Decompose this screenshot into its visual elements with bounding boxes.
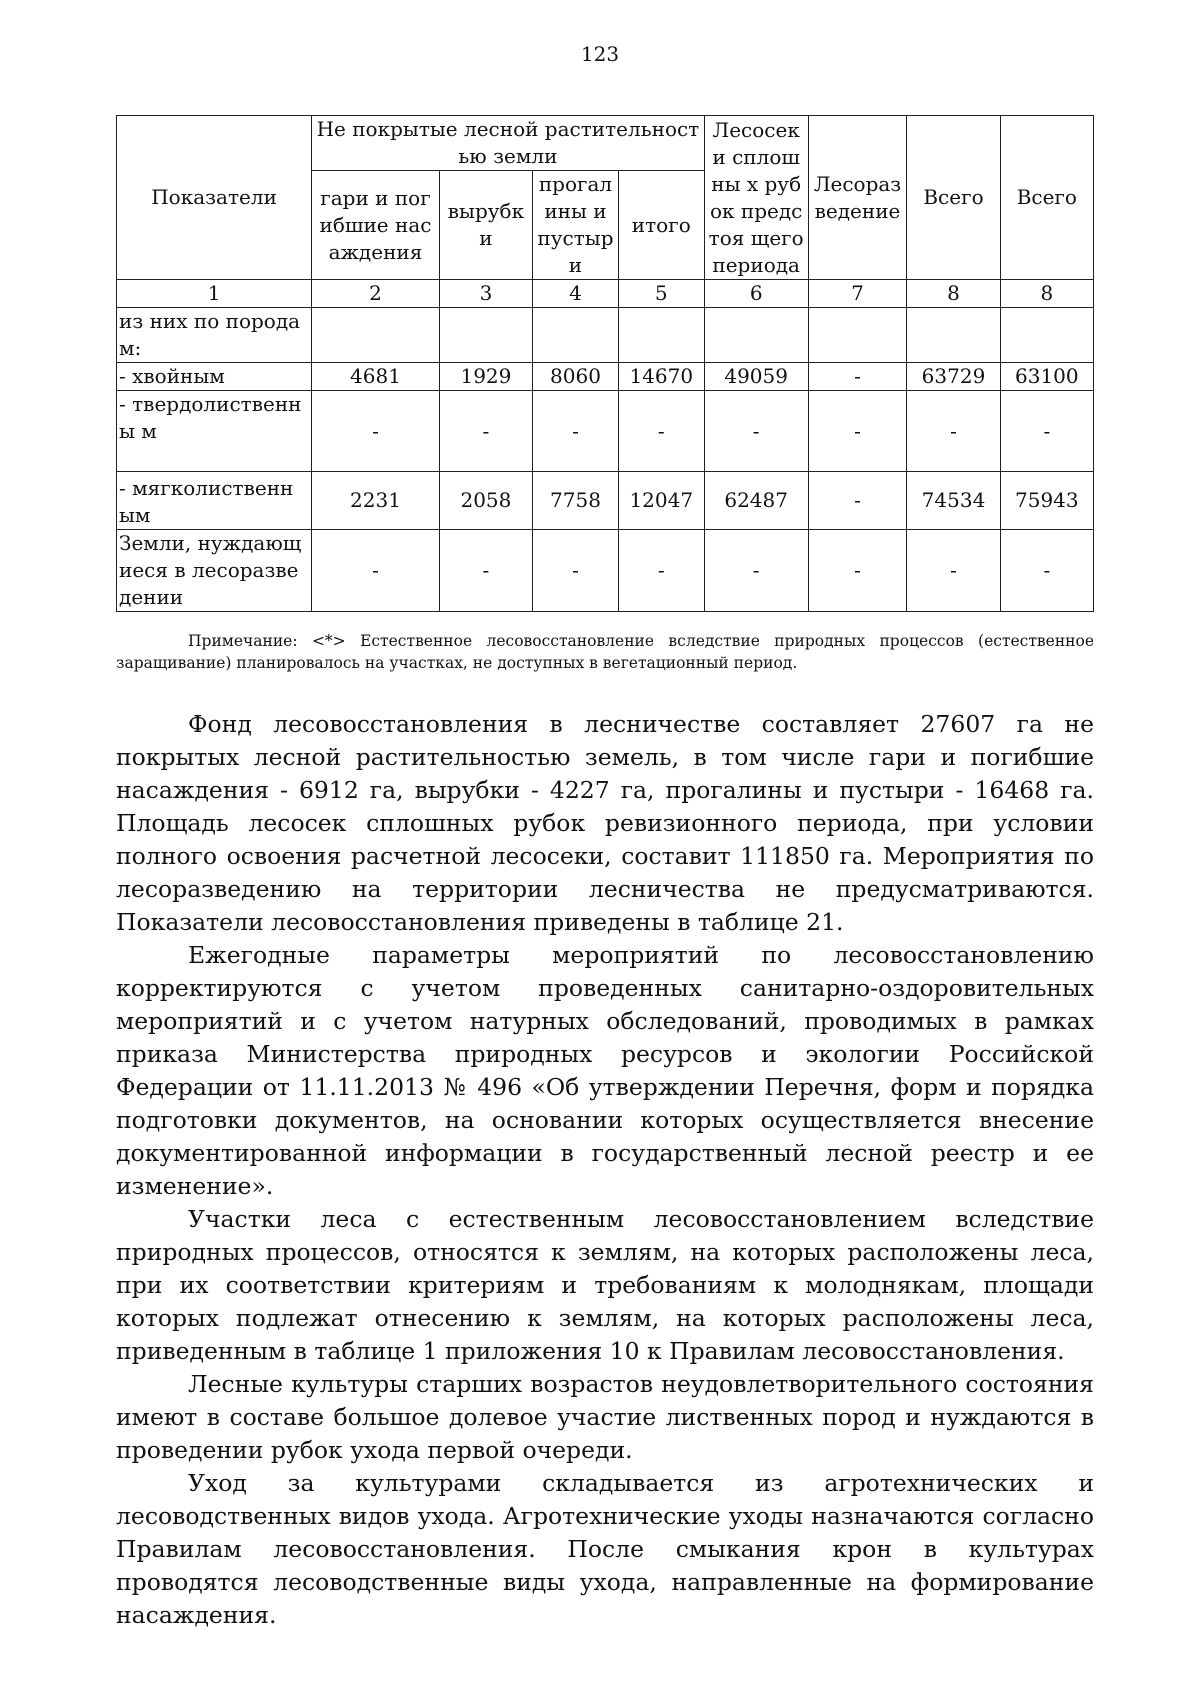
table-cell [1000, 308, 1093, 363]
paragraph: Уход за культурами складывается из агротехнических и лесоводственных видов ухода. Агротехнические уходы назначаются согласно Правилам лесовосстановления. После смыкания крон в культурах проводятся лесоводственные виды ухода, направленные на формирование насаждения. [116, 1469, 1094, 1629]
table-cell: - [312, 391, 440, 472]
column-number: 4 [533, 280, 619, 308]
column-number: 1 [117, 280, 312, 308]
table-cell: 12047 [618, 472, 704, 530]
header-afforestation: Лесораз ведение [808, 116, 907, 280]
column-number: 8 [1000, 280, 1093, 308]
table-cell: - [808, 363, 907, 391]
row-label: Земли, нуждающиеся в лесоразведении [117, 530, 312, 612]
table-row [117, 391, 1094, 472]
table-cell: 14670 [618, 363, 704, 391]
table-cell [808, 308, 907, 363]
paragraph: Лесные культуры старших возрастов неудовлетворительного состояния имеют в составе большое долевое участие лиственных пород и нуждаются в проведении рубок ухода первой очереди. [116, 1370, 1094, 1464]
table-row [117, 530, 1094, 612]
header-indicators: Показатели [117, 116, 312, 280]
header-not-covered-group: Не покрытые лесной растительностью земли [312, 116, 705, 171]
table-cell: - [808, 530, 907, 612]
header-total-sub: итого [618, 171, 704, 280]
header-cutting-areas: Лесосеки сплошны х рубок предстоя щего периода [704, 116, 808, 280]
table-cell: 49059 [704, 363, 808, 391]
table-cell: 1929 [439, 363, 532, 391]
table-cell: - [907, 530, 1000, 612]
table-cell: - [618, 391, 704, 472]
table-row [117, 363, 1094, 391]
table-cell: - [1000, 391, 1093, 472]
row-label: из них по породам: [117, 308, 312, 363]
table-cell: - [618, 530, 704, 612]
table-cell [618, 308, 704, 363]
table-cell [439, 308, 532, 363]
header-glades: прогал ины и пустыр и [533, 171, 619, 280]
header-total-a: Всего [907, 116, 1000, 280]
body-text [116, 708, 1094, 1632]
table-cell: - [808, 472, 907, 530]
reforestation-table [116, 115, 1094, 612]
table-cell: 7758 [533, 472, 619, 530]
table-cell: - [907, 391, 1000, 472]
paragraph: Фонд лесовосстановления в лесничестве составляет 27607 га не покрытых лесной растительностью земель, в том числе гари и погибшие насаждения - 6912 га, вырубки - 4227 га, прогалины и пустыри - 16468 га. Площадь лесосек сплошных рубок ревизионного периода, при условии полного освоения расчетной лесосеки, составит 111850 га. Мероприятия по лесоразведению на территории лесничества не предусматриваются. Показатели лесовосстановления приведены в таблице 21. [116, 710, 1094, 936]
column-number: 6 [704, 280, 808, 308]
table-cell: - [704, 391, 808, 472]
table-cell: - [439, 530, 532, 612]
column-number: 2 [312, 280, 440, 308]
column-number: 8 [907, 280, 1000, 308]
table-cell [704, 308, 808, 363]
table-cell: - [312, 530, 440, 612]
table-cell: 74534 [907, 472, 1000, 530]
table-cell: 75943 [1000, 472, 1093, 530]
header-clearcuts: вырубк и [439, 171, 532, 280]
paragraph: Ежегодные параметры мероприятий по лесовосстановлению корректируются с учетом проведенных санитарно-оздоровительных мероприятий и с учетом натурных обследований, проводимых в рамках приказа Министерства природных ресурсов и экологии Российской Федерации от 11.11.2013 № 496 «Об утверждении Перечня, форм и порядка подготовки документов, на основании которых осуществляется внесение документированной информации в государственный лесной реестр и ее изменение». [116, 941, 1094, 1200]
column-number: 3 [439, 280, 532, 308]
row-label: - мягколиственным [117, 472, 312, 530]
table-cell: 4681 [312, 363, 440, 391]
table-cell [312, 308, 440, 363]
table-cell: 8060 [533, 363, 619, 391]
page-number: 123 [580, 42, 620, 66]
table-cell: 2058 [439, 472, 532, 530]
table-cell: 63729 [907, 363, 1000, 391]
table-cell [533, 308, 619, 363]
table-cell: - [1000, 530, 1093, 612]
table-cell: - [808, 391, 907, 472]
column-number: 5 [618, 280, 704, 308]
table-note: Примечание: <*> Естественное лесовосстановление вследствие природных процессов (естественное заращивание) планировалось на участках, не доступных в вегетационный период. [116, 632, 1094, 672]
paragraph: Участки леса с естественным лесовосстановлением вследствие природных процессов, относятся к землям, на которых расположены леса, при их соответствии критериям и требованиям к молоднякам, площади которых подлежат отнесению к землям, на которых расположены леса, приведенным в таблице 1 приложения 10 к Правилам лесовосстановления. [116, 1205, 1094, 1365]
table-cell: - [533, 530, 619, 612]
table-row [117, 472, 1094, 530]
header-burnt: гари и погибшие насаждения [312, 171, 440, 280]
table-cell: - [704, 530, 808, 612]
row-label: - твердолиственны м [117, 391, 312, 472]
table-cell: - [439, 391, 532, 472]
column-number-row [117, 280, 1094, 308]
table-cell: - [533, 391, 619, 472]
header-total-b: Всего [1000, 116, 1093, 280]
table-cell: 63100 [1000, 363, 1093, 391]
column-number: 7 [808, 280, 907, 308]
table-cell: 62487 [704, 472, 808, 530]
row-label: - хвойным [117, 363, 312, 391]
table-cell: 2231 [312, 472, 440, 530]
table-cell [907, 308, 1000, 363]
table-row [117, 308, 1094, 363]
